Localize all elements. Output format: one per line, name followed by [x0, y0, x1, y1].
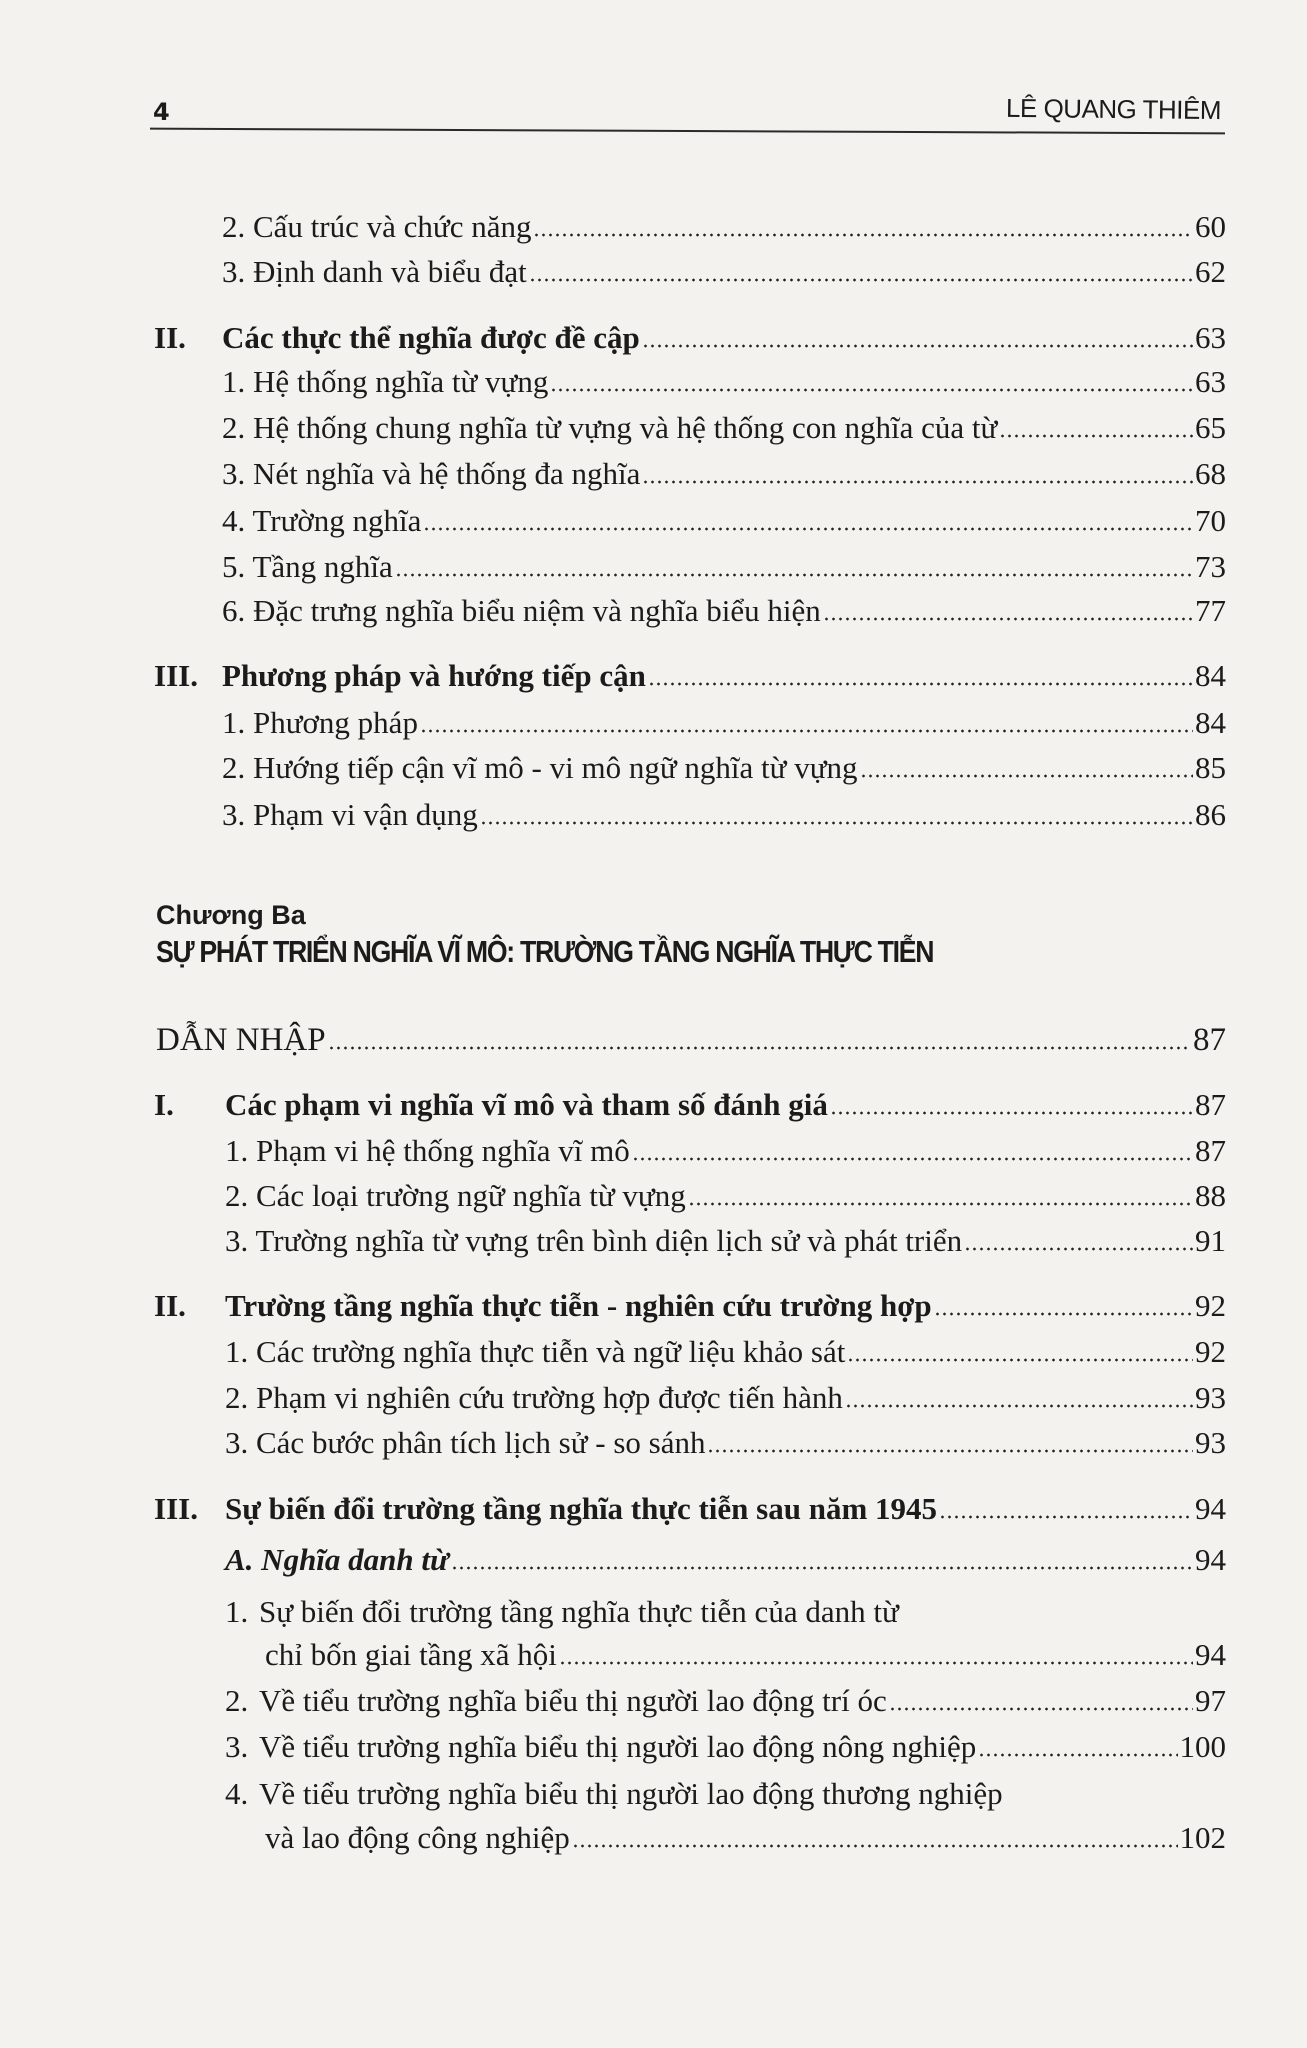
- chapter-title: SỰ PHÁT TRIỂN NGHĨA VĨ MÔ: TRƯỜNG TẦNG NGHĨA THỰC TIỄN: [156, 934, 934, 969]
- toc-entry: [222, 748, 1226, 788]
- toc-section: [154, 656, 1226, 696]
- entry-page: 60: [1195, 209, 1226, 244]
- chapter-label: Chương Ba: [156, 900, 306, 930]
- entry-page: 87: [1195, 1087, 1226, 1122]
- entry-page: 93: [1195, 1425, 1226, 1460]
- dot-leader: [707, 1449, 1193, 1453]
- toc-entry: [225, 1423, 1226, 1463]
- toc-subheading: [225, 1540, 1226, 1580]
- toc-entry: [225, 1221, 1226, 1261]
- entry-label: Sự biến đổi trường tầng nghĩa thực tiễn sau năm 1945: [225, 1491, 938, 1526]
- dot-leader: [978, 1753, 1177, 1757]
- entry-page: 88: [1195, 1178, 1226, 1213]
- entry-page: 62: [1195, 254, 1226, 289]
- section-numeral: III.: [154, 1491, 198, 1526]
- entry-page: 86: [1195, 797, 1226, 832]
- dot-leader: [823, 617, 1193, 621]
- entry-label: 1. Hệ thống nghĩa từ vựng: [222, 364, 549, 399]
- toc-intro: [156, 1020, 1226, 1060]
- entry-label: Phương pháp và hướng tiếp cận: [222, 658, 646, 693]
- entry-label: DẪN NHẬP: [156, 1022, 326, 1058]
- entry-number: 1.: [225, 1594, 249, 1629]
- dot-leader: [648, 682, 1193, 686]
- entry-number: 2.: [225, 1683, 249, 1718]
- dot-leader: [860, 774, 1194, 778]
- dot-leader: [529, 278, 1193, 282]
- toc-entry: [222, 703, 1226, 743]
- entry-label: 1. Phương pháp: [222, 705, 418, 740]
- dot-leader: [642, 480, 1193, 484]
- entry-label: Về tiểu trường nghĩa biểu thị người lao động nông nghiệp: [259, 1729, 977, 1764]
- entry-page: 92: [1195, 1288, 1226, 1323]
- toc-entry: [225, 1681, 1226, 1721]
- entry-label: Trường tầng nghĩa thực tiễn - nghiên cứu trường hợp: [225, 1288, 932, 1323]
- toc-entry: [222, 454, 1226, 494]
- dot-leader: [632, 1157, 1193, 1161]
- dot-leader: [642, 344, 1193, 348]
- entry-label: chỉ bốn giai tầng xã hội: [265, 1637, 557, 1672]
- entry-label: 2. Hệ thống chung nghĩa từ vựng và hệ thống con nghĩa của từ: [222, 410, 998, 445]
- dot-leader: [550, 388, 1193, 392]
- dot-leader: [964, 1247, 1193, 1251]
- toc-entry: [222, 501, 1226, 541]
- entry-label: 2. Hướng tiếp cận vĩ mô - vi mô ngữ nghĩa từ vựng: [222, 750, 858, 785]
- toc-entry: [225, 1774, 1226, 1814]
- entry-page: 85: [1195, 750, 1226, 785]
- entry-number: 4.: [225, 1776, 249, 1811]
- dot-leader: [395, 573, 1193, 577]
- entry-page: 65: [1195, 410, 1226, 445]
- entry-number: 3.: [225, 1729, 249, 1764]
- toc-section: [154, 1489, 1226, 1529]
- entry-page: 77: [1195, 593, 1226, 628]
- entry-label: A. Nghĩa danh từ: [225, 1542, 449, 1577]
- entry-label: 3. Định danh và biểu đạt: [222, 254, 527, 289]
- entry-page: 94: [1195, 1542, 1226, 1577]
- section-numeral: III.: [154, 658, 198, 693]
- entry-page: 94: [1195, 1637, 1226, 1672]
- entry-label: 5. Tầng nghĩa: [222, 549, 393, 584]
- dot-leader: [533, 233, 1193, 237]
- entry-page: 63: [1195, 320, 1226, 355]
- dot-leader: [572, 1844, 1178, 1848]
- entry-page: 92: [1195, 1334, 1226, 1369]
- entry-page: 100: [1179, 1729, 1226, 1764]
- dot-leader: [451, 1566, 1193, 1570]
- entry-label: Sự biến đổi trường tầng nghĩa thực tiễn của danh từ: [259, 1594, 899, 1629]
- entry-page: 63: [1195, 364, 1226, 399]
- section-numeral: I.: [154, 1087, 174, 1122]
- toc-section: [154, 1286, 1226, 1326]
- header-rule: [150, 128, 1225, 135]
- running-head-author: LÊ QUANG THIÊM: [1005, 92, 1222, 126]
- toc-entry-continuation: [265, 1635, 1226, 1675]
- toc-entry: [222, 591, 1226, 631]
- toc-entry: [222, 547, 1226, 587]
- page-number: 4: [153, 98, 170, 126]
- entry-label: 4. Trường nghĩa: [222, 503, 422, 538]
- entry-page: 94: [1195, 1491, 1226, 1526]
- dot-leader: [423, 527, 1193, 531]
- entry-page: 91: [1195, 1223, 1226, 1258]
- toc-entry: [225, 1332, 1226, 1372]
- entry-label: 3. Các bước phân tích lịch sử - so sánh: [225, 1425, 706, 1460]
- dot-leader: [847, 1358, 1193, 1362]
- entry-label: 3. Nét nghĩa và hệ thống đa nghĩa: [222, 456, 641, 491]
- dot-leader: [934, 1312, 1193, 1316]
- toc-entry: [225, 1592, 1226, 1632]
- dot-leader: [830, 1111, 1193, 1115]
- dot-leader: [480, 821, 1193, 825]
- toc-entry-continuation: [265, 1818, 1226, 1858]
- entry-page: 84: [1195, 705, 1226, 740]
- entry-label: 2. Phạm vi nghiên cứu trường hợp được tiến hành: [225, 1380, 843, 1415]
- entry-label: và lao động công nghiệp: [265, 1820, 570, 1855]
- dot-leader: [420, 729, 1193, 733]
- entry-page: 87: [1193, 1022, 1226, 1058]
- toc-entry: [222, 252, 1226, 292]
- dot-leader: [328, 1046, 1191, 1050]
- toc-entry: [222, 795, 1226, 835]
- section-numeral: II.: [154, 320, 186, 355]
- entry-page: 102: [1179, 1820, 1226, 1855]
- entry-page: 84: [1195, 658, 1226, 693]
- entry-page: 93: [1195, 1380, 1226, 1415]
- entry-label: Về tiểu trường nghĩa biểu thị người lao động thương nghiệp: [259, 1776, 1003, 1811]
- toc-entry: [225, 1378, 1226, 1418]
- toc-section: [154, 1085, 1226, 1125]
- entry-label: Các phạm vi nghĩa vĩ mô và tham số đánh giá: [225, 1087, 828, 1122]
- entry-label: 6. Đặc trưng nghĩa biểu niệm và nghĩa biểu hiện: [222, 593, 821, 628]
- dot-leader: [999, 434, 1193, 438]
- toc-entry: [225, 1176, 1226, 1216]
- toc-entry: [225, 1727, 1226, 1767]
- toc-entry: [222, 207, 1226, 247]
- entry-label: 3. Phạm vi vận dụng: [222, 797, 478, 832]
- dot-leader: [559, 1661, 1193, 1665]
- dot-leader: [845, 1404, 1193, 1408]
- entry-label: 3. Trường nghĩa từ vựng trên bình diện lịch sử và phát triển: [225, 1223, 963, 1258]
- dot-leader: [688, 1202, 1193, 1206]
- entry-label: Về tiểu trường nghĩa biểu thị người lao động trí óc: [259, 1683, 887, 1718]
- dot-leader: [939, 1515, 1193, 1519]
- entry-label: 2. Các loại trường ngữ nghĩa từ vựng: [225, 1178, 686, 1213]
- entry-label: 1. Các trường nghĩa thực tiễn và ngữ liệu khảo sát: [225, 1334, 846, 1369]
- entry-page: 73: [1195, 549, 1226, 584]
- toc-entry: [222, 408, 1226, 448]
- entry-label: Các thực thể nghĩa được đề cập: [222, 320, 640, 355]
- entry-page: 70: [1195, 503, 1226, 538]
- dot-leader: [889, 1707, 1193, 1711]
- entry-page: 97: [1195, 1683, 1226, 1718]
- section-numeral: II.: [154, 1288, 186, 1323]
- entry-page: 87: [1195, 1133, 1226, 1168]
- toc-entry: [222, 362, 1226, 402]
- entry-page: 68: [1195, 456, 1226, 491]
- entry-label: 1. Phạm vi hệ thống nghĩa vĩ mô: [225, 1133, 630, 1168]
- toc-section: [154, 318, 1226, 358]
- toc-entry: [225, 1131, 1226, 1171]
- entry-label: 2. Cấu trúc và chức năng: [222, 209, 532, 244]
